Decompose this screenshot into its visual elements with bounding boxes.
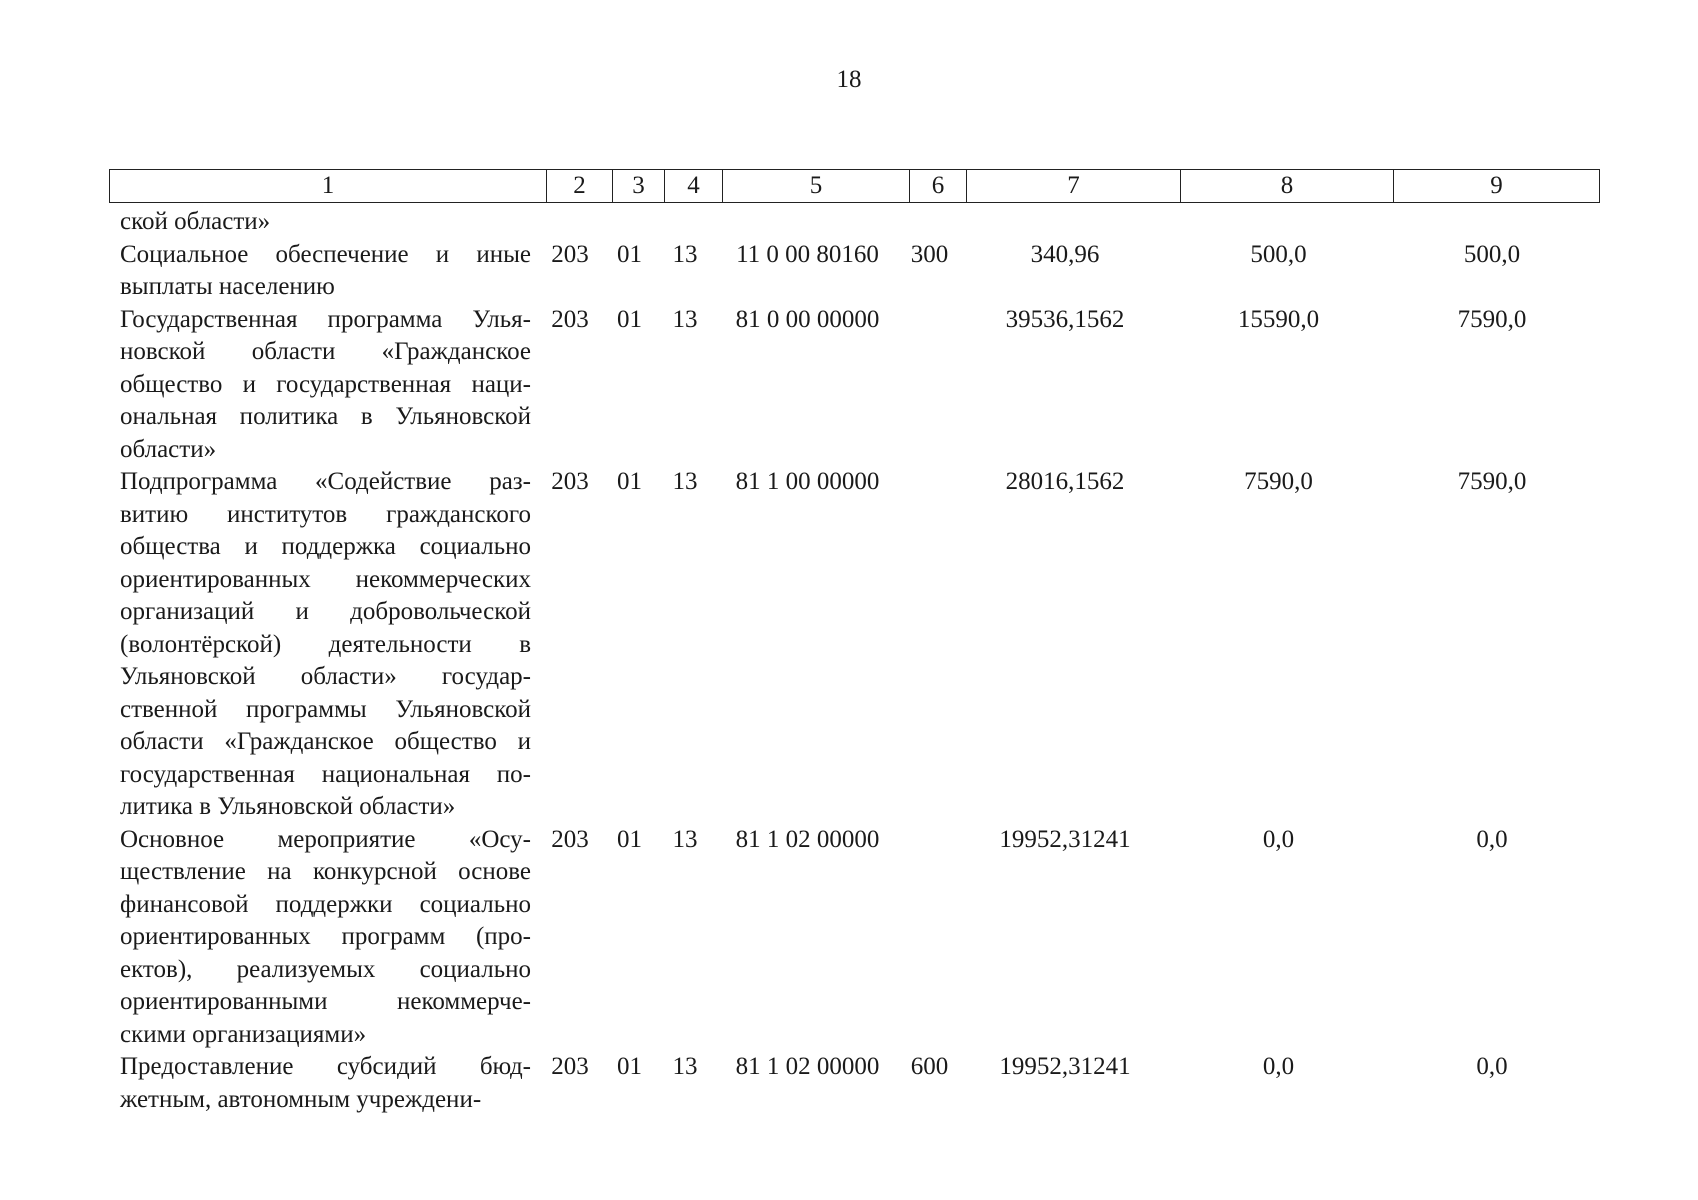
subsection-code: 13	[672, 825, 698, 853]
expense-type-code: 300	[910, 240, 949, 268]
amount-year-3: 0,0	[1476, 825, 1508, 853]
header-col-9: 9	[1394, 170, 1600, 203]
header-col-4: 4	[665, 170, 723, 203]
row-name-line: новской области «Гражданское	[120, 338, 531, 365]
row-name-line: государственная национальная по-	[120, 760, 531, 788]
amount-year-2: 7590,0	[1244, 468, 1313, 495]
header-col-3: 3	[613, 170, 665, 203]
subsection-code: 13	[672, 1053, 698, 1080]
row-name-line: организаций и добровольческой	[120, 598, 531, 625]
amount-year-2: 0,0	[1262, 1053, 1295, 1080]
row-name	[109, 304, 537, 467]
row-name	[109, 239, 537, 304]
table-row	[109, 1051, 1599, 1116]
row-name-line: ской области»	[120, 208, 271, 235]
table-row	[109, 206, 1599, 239]
amount-year-3: 7590,0	[1457, 468, 1527, 495]
row-name-line: ориентированными некоммерче-	[120, 988, 531, 1015]
table-row	[109, 824, 1599, 1052]
header-col-5: 5	[723, 170, 910, 203]
target-article-code: 81 1 02 00000	[735, 1053, 880, 1080]
row-name-line: Социальное обеспечение и иные	[120, 240, 531, 268]
amount-year-1: 39536,1562	[1005, 305, 1125, 333]
section-code: 01	[617, 825, 642, 853]
row-name-line: общество и государственная наци-	[120, 370, 531, 398]
header-col-2: 2	[547, 170, 613, 203]
row-name-line: ектов), реализуемых социально	[120, 955, 531, 983]
amount-year-3: 7590,0	[1457, 305, 1527, 333]
header-col-8: 8	[1181, 170, 1394, 203]
row-name-line: общества и поддержка социально	[120, 533, 531, 560]
row-name-line: ществление на конкурсной основе	[120, 858, 531, 885]
ministry-code: 203	[551, 240, 589, 268]
amount-year-3: 500,0	[1463, 240, 1521, 268]
budget-table-body	[109, 206, 1599, 1116]
row-name	[109, 466, 537, 824]
row-name-line: витию институтов гражданского	[120, 500, 531, 528]
section-code: 01	[617, 468, 642, 495]
amount-year-1: 19952,31241	[999, 825, 1131, 853]
row-name-line: скими организациями»	[120, 1020, 367, 1048]
header-col-1: 1	[110, 170, 547, 203]
amount-year-1: 340,96	[1030, 240, 1100, 268]
section-code: 01	[617, 1053, 642, 1080]
row-name-line: (волонтёрской) деятельности в	[120, 630, 531, 658]
row-name-line: Предоставление субсидий бюд-	[120, 1053, 531, 1080]
row-name-line: Ульяновской области» государ-	[120, 663, 531, 690]
row-name-line: Подпрограмма «Содействие раз-	[120, 468, 531, 495]
target-article-code: 11 0 00 80160	[736, 240, 879, 268]
amount-year-2: 0,0	[1262, 825, 1295, 853]
row-name-line: ональная политика в Ульяновской	[120, 403, 531, 430]
row-name-line: области «Гражданское общество и	[120, 728, 531, 755]
ministry-code: 203	[551, 1053, 589, 1080]
row-name	[109, 1051, 537, 1116]
subsection-code: 13	[672, 468, 698, 495]
target-article-code: 81 0 00 00000	[735, 305, 880, 333]
table-row	[109, 466, 1599, 824]
row-name-line: ориентированных некоммерческих	[120, 565, 531, 593]
section-code: 01	[617, 305, 642, 333]
row-name-line: ориентированных программ (про-	[120, 923, 531, 950]
amount-year-2: 500,0	[1250, 240, 1307, 268]
row-name	[109, 206, 537, 239]
target-article-code: 81 1 02 00000	[735, 825, 880, 853]
page-number: 18	[836, 66, 862, 93]
header-col-6: 6	[910, 170, 967, 203]
ministry-code: 203	[551, 825, 589, 853]
table-row	[109, 239, 1599, 304]
amount-year-1: 19952,31241	[999, 1053, 1131, 1080]
row-name-line: выплаты населению	[120, 273, 335, 300]
ministry-code: 203	[551, 305, 589, 333]
expense-type-code: 600	[910, 1053, 949, 1080]
section-code: 01	[617, 240, 642, 268]
row-name-line: ственной программы Ульяновской	[120, 695, 531, 723]
ministry-code: 203	[551, 468, 589, 495]
amount-year-2: 15590,0	[1237, 305, 1320, 333]
subsection-code: 13	[672, 240, 698, 268]
target-article-code: 81 1 00 00000	[735, 468, 880, 495]
row-name-line: Основное мероприятие «Осу-	[120, 825, 531, 853]
row-name-line: финансовой поддержки социально	[120, 890, 531, 918]
table-row	[109, 304, 1599, 467]
amount-year-1: 28016,1562	[1005, 468, 1125, 495]
row-name	[109, 824, 537, 1052]
amount-year-3: 0,0	[1476, 1053, 1508, 1080]
row-name-line: жетным, автономным учреждени-	[120, 1085, 482, 1113]
subsection-code: 13	[672, 305, 698, 333]
row-name-line: литика в Ульяновской области»	[120, 793, 456, 820]
header-col-7: 7	[967, 170, 1181, 203]
row-name-line: области»	[120, 435, 217, 463]
row-name-line: Государственная программа Улья-	[120, 305, 531, 333]
column-number-header	[109, 169, 1600, 203]
